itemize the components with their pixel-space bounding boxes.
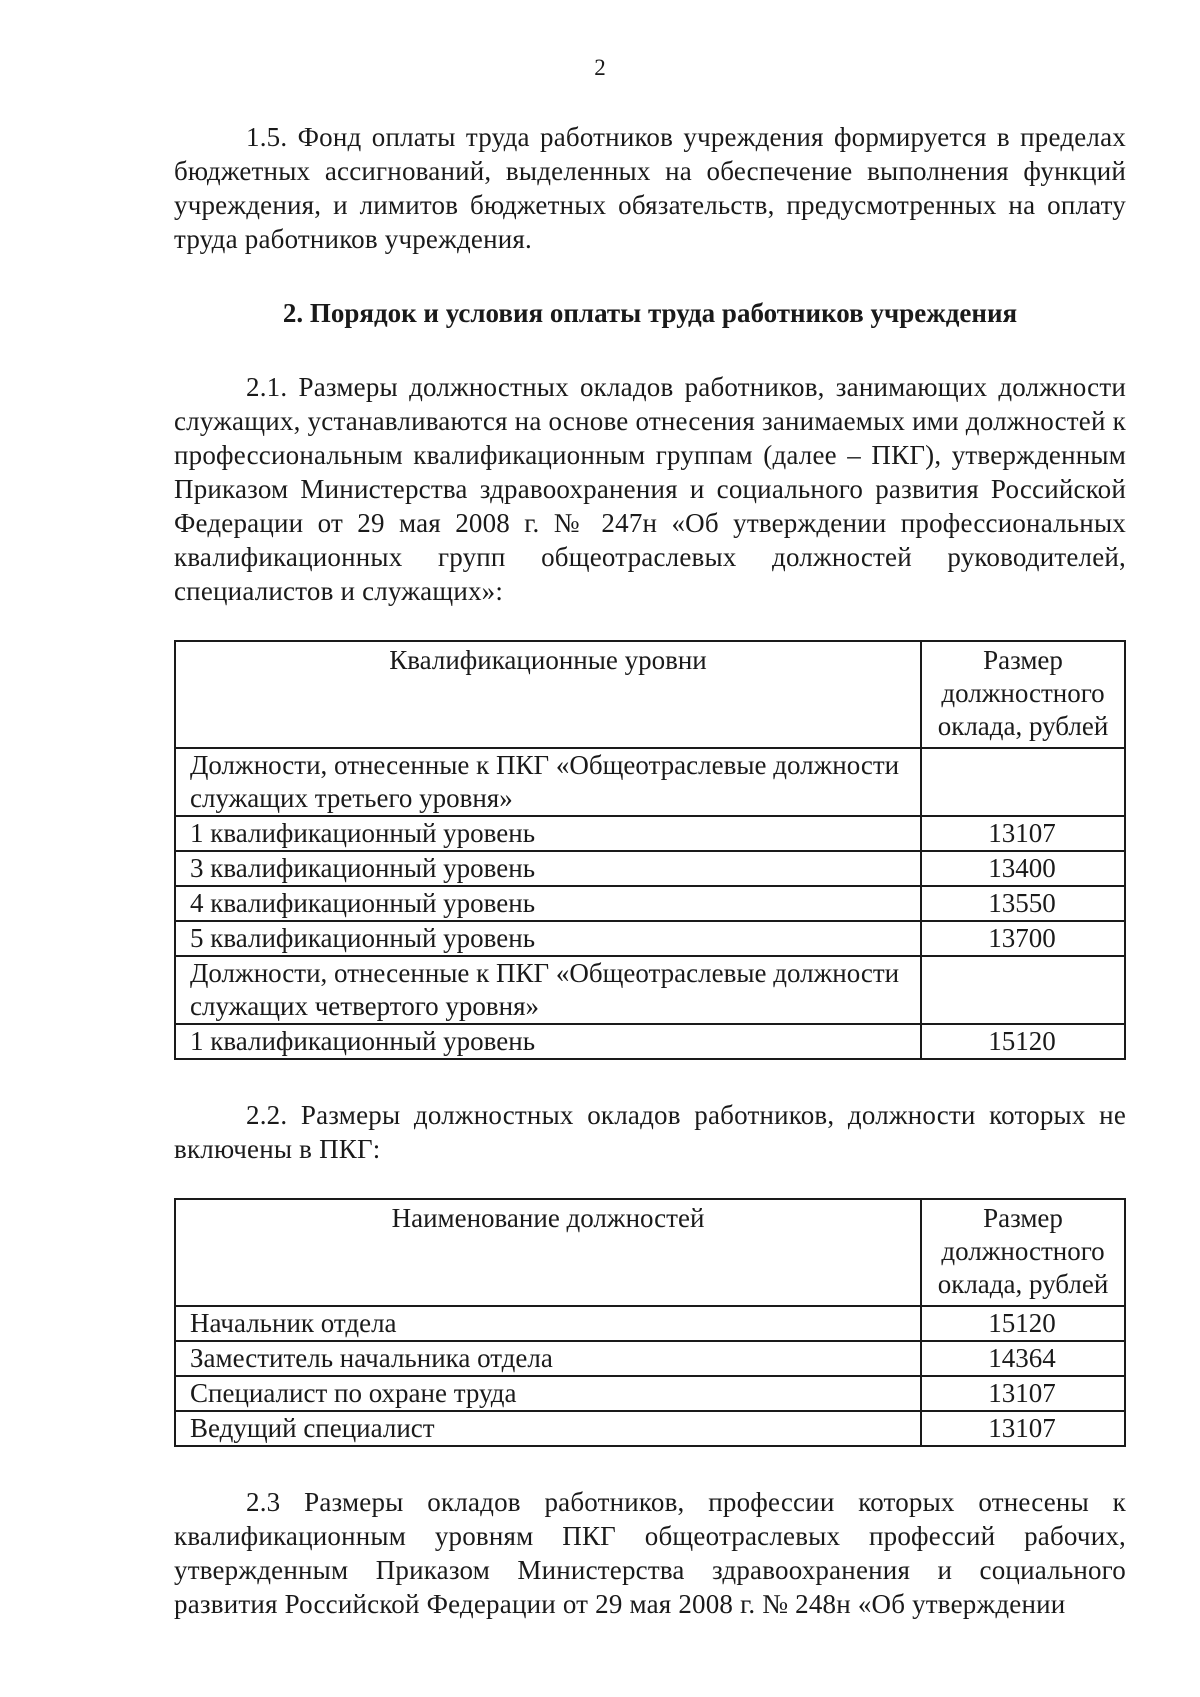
row-name: 4 квалификационный уровень (175, 886, 921, 921)
page-number: 2 (594, 55, 606, 80)
paragraph-2-1: 2.1. Размеры должностных окладов работников, занимающих должности служащих, устанавливаются на основе отнесения занимаемых ими должностей к профессиональным квалификационным группам (далее – ПКГ), утвержденным Приказом Министерства здравоохранения и социального развития Российской Федерации от 29 мая 2008 г. № 247н «Об утверждении профессиональных квалификационных групп общеотраслевых должностей руководителей, специалистов и служащих»: (174, 372, 1126, 606)
row-value: 14364 (921, 1341, 1125, 1376)
header-position-names: Наименование должностей (175, 1199, 921, 1306)
row-name: Специалист по охране труда (175, 1376, 921, 1411)
row-value: 15120 (921, 1024, 1125, 1059)
row-name: Должности, отнесенные к ПКГ «Общеотраслевые должности служащих третьего уровня» (175, 748, 921, 816)
table-row (175, 1341, 1125, 1376)
table-row (175, 1411, 1125, 1446)
table-row (175, 1306, 1125, 1341)
row-value: 13550 (921, 886, 1125, 921)
row-value: 13107 (921, 1376, 1125, 1411)
table-row (175, 851, 1125, 886)
row-name: Должности, отнесенные к ПКГ «Общеотраслевые должности служащих четвертого уровня» (175, 956, 921, 1024)
table-header-row (175, 1199, 1125, 1306)
header-salary-size: Размер должностного оклада, рублей (921, 1199, 1125, 1306)
row-name: 1 квалификационный уровень (175, 816, 921, 851)
row-value (921, 956, 1125, 1024)
row-name: 5 квалификационный уровень (175, 921, 921, 956)
header-salary-size: Размер должностного оклада, рублей (921, 641, 1125, 748)
table-row (175, 1024, 1125, 1059)
row-value: 13400 (921, 851, 1125, 886)
paragraph-2-3: 2.3 Размеры окладов работников, профессии которых отнесены к квалификационным уровням ПКГ общеотраслевых профессий рабочих, утвержденным Приказом Министерства здравоохранения и социального развития Российской Федерации от 29 мая 2008 г. № 248н «Об утверждении (174, 1487, 1126, 1619)
row-name: Заместитель начальника отдела (175, 1341, 921, 1376)
table-row (175, 816, 1125, 851)
row-value (921, 748, 1125, 816)
row-value: 13107 (921, 1411, 1125, 1446)
header-qualification-levels: Квалификационные уровни (175, 641, 921, 748)
row-value: 15120 (921, 1306, 1125, 1341)
row-value: 13107 (921, 816, 1125, 851)
positions-table (174, 1198, 1126, 1447)
row-value: 13700 (921, 921, 1125, 956)
table-row (175, 1376, 1125, 1411)
row-name: 3 квалификационный уровень (175, 851, 921, 886)
table-header-row (175, 641, 1125, 748)
row-name: Начальник отдела (175, 1306, 921, 1341)
table-row (175, 886, 1125, 921)
table-row (175, 748, 1125, 816)
paragraph-2-2: 2.2. Размеры должностных окладов работников, должности которых не включены в ПКГ: (174, 1100, 1126, 1164)
row-name: 1 квалификационный уровень (175, 1024, 921, 1059)
document-body (174, 120, 1126, 1621)
table-row (175, 956, 1125, 1024)
row-name: Ведущий специалист (175, 1411, 921, 1446)
paragraph-1-5: 1.5. Фонд оплаты труда работников учреждения формируется в пределах бюджетных ассигнований, выделенных на обеспечение выполнения функций учреждения, и лимитов бюджетных обязательств, предусмотренных на оплату труда работников учреждения. (174, 122, 1126, 254)
section-2-heading: 2. Порядок и условия оплаты труда работников учреждения (282, 298, 1018, 328)
table-row (175, 921, 1125, 956)
qualification-levels-table (174, 640, 1126, 1060)
